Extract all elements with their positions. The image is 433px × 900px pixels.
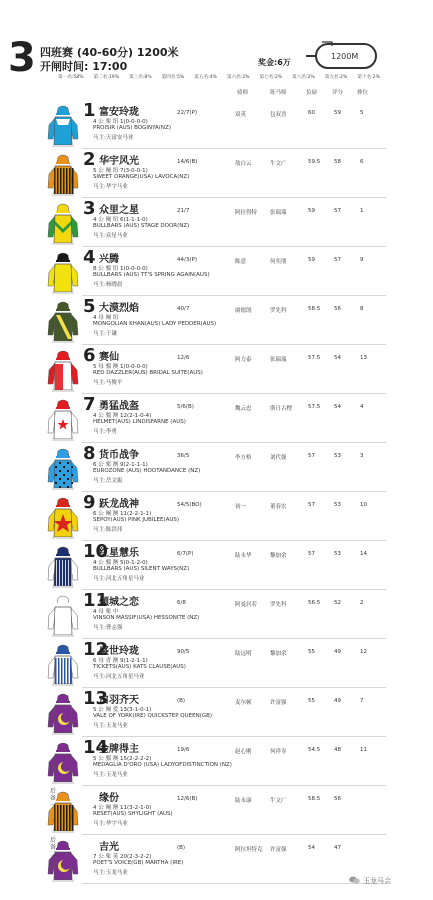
jockey-name: 双英 — [235, 112, 247, 118]
barrier-draw: 9 — [360, 257, 364, 263]
horse-name: 大漠烈焰 — [99, 303, 139, 314]
reserve-tag: 后备二 — [50, 837, 57, 858]
jockey-silks-icon — [46, 350, 80, 392]
carried-weight: 55 — [308, 698, 315, 704]
runner-row — [42, 786, 386, 835]
horse-details: 4 公 骝 澳 5(0-1-2-0) — [93, 560, 148, 566]
trainer-name: 牛文广 — [270, 798, 287, 804]
horse-pedigree: BULLBARS (AUS) SILENT WAYS(NZ) — [93, 566, 190, 572]
horse-pedigree: VINSON MASSIF(USA) HESSONITE (NZ) — [93, 615, 200, 621]
col-header-jockey: 骑师 — [237, 90, 249, 96]
horse-rating: 59 — [334, 110, 341, 116]
jockey-silks-icon — [46, 546, 80, 588]
column-headers — [0, 88, 433, 96]
runner-odds: 5/6(B) — [177, 404, 194, 410]
col-header-rating: 评分 — [332, 90, 344, 96]
runner-row — [42, 149, 386, 198]
col-header-weight: 负磅 — [306, 90, 318, 96]
runner-odds: 44/3(P) — [177, 257, 197, 263]
runner-number: 1 — [83, 100, 96, 121]
jockey-silks-icon — [46, 595, 80, 637]
jockey-silks-icon — [46, 742, 80, 784]
horse-pedigree: BULLBARS (AUS) STAGE DOOR(NZ) — [93, 223, 190, 229]
runner-row — [42, 394, 386, 443]
horse-details: 7 公 栗 英 20(2-3-2-2) — [93, 854, 152, 860]
jockey-silks-icon — [46, 497, 80, 539]
runner-number: 12 — [83, 639, 109, 660]
horse-owner: 马主:陈洪伟 — [93, 527, 123, 533]
runner-odds: (B) — [177, 845, 186, 851]
carried-weight: 60 — [308, 110, 315, 116]
horse-owner: 马主:天富安马业 — [93, 135, 134, 141]
trainer-name: 张瑞瑞 — [270, 357, 287, 363]
runner-row — [42, 688, 386, 737]
jockey-silks-icon — [46, 203, 80, 245]
jockey-silks-icon — [46, 644, 80, 686]
prize-split-item: 第七名:2% — [259, 75, 283, 80]
runner-number: 4 — [83, 247, 96, 268]
runner-number: 3 — [83, 198, 96, 219]
horse-rating: 52 — [334, 600, 341, 606]
barrier-draw: 7 — [360, 698, 364, 704]
barrier-draw: 4 — [360, 404, 364, 410]
race-start-time: 开闸时间: 17:00 — [40, 60, 128, 73]
horse-details: 5 公 骝 澳 15(2-2-2-2) — [93, 756, 152, 762]
horse-name: 金牌得主 — [99, 744, 139, 755]
prize-split-item: 第二名:19% — [93, 75, 120, 80]
barrier-draw: 13 — [360, 355, 367, 361]
barrier-draw: 5 — [360, 110, 364, 116]
horse-owner: 马主:岳文振 — [93, 478, 123, 484]
jockey-name: 阿力泰 — [235, 357, 252, 363]
runner-odds: 40/7 — [177, 306, 190, 312]
horse-details: 5 公 阉 爱 13(3-1-0-1) — [93, 707, 152, 713]
runner-number: 6 — [83, 345, 96, 366]
horse-pedigree: POET'S VOICE(GB) MARTHA (IRE) — [93, 860, 184, 866]
runner-row — [42, 492, 386, 541]
horse-details: 4 公 骝 澳 12(2-1-0-4) — [93, 413, 152, 419]
prize-split-item: 第四名:5% — [161, 75, 185, 80]
carried-weight: 59 — [308, 208, 315, 214]
horse-rating: 53 — [334, 453, 341, 459]
runner-odds: 90/5 — [177, 649, 190, 655]
jockey-name: 陈意 — [235, 259, 247, 265]
horse-details: 4 母 阉 纽 — [93, 315, 119, 321]
trainer-name: 何奕朋 — [270, 259, 287, 265]
horse-pedigree: TICKETS(AUS) KATS CLAUSE(AUS) — [93, 664, 186, 670]
jockey-name: 阿曼居若 — [235, 602, 258, 608]
horse-owner: 马主:众星马业 — [93, 233, 128, 239]
horse-pedigree: HELMET(AUS) LINDISFARNE (AUS) — [93, 419, 186, 425]
trainer-name: 包双喜 — [270, 112, 287, 118]
jockey-silks-icon — [46, 399, 80, 441]
horse-name: 众里之星 — [99, 205, 139, 216]
runner-odds: 12/6(B) — [177, 796, 198, 802]
carried-weight: 54.5 — [308, 747, 321, 753]
jockey-name: 麦尔顿 — [235, 700, 252, 706]
runner-row — [42, 100, 386, 149]
runner-row — [42, 590, 386, 639]
horse-name: 勇猛战盔 — [99, 401, 139, 412]
barrier-draw: 8 — [360, 306, 364, 312]
prize-split-item: 第一名:58% — [58, 75, 84, 80]
jockey-silks-icon — [46, 105, 80, 147]
horse-details: 4 母 栗 中 — [93, 609, 119, 615]
trainer-name: 黎加余 — [270, 553, 287, 559]
runner-number: 7 — [83, 394, 96, 415]
horse-name: 跃龙战神 — [99, 499, 139, 510]
runner-odds: 22/7(P) — [177, 110, 197, 116]
carried-weight: 59.5 — [308, 159, 321, 165]
horse-name: 盛世玲珑 — [99, 646, 139, 657]
horse-name: 倾城之恋 — [99, 597, 139, 608]
horse-name: 吉光 — [99, 842, 119, 853]
horse-owner: 马主:杨晓晨 — [93, 282, 123, 288]
horse-pedigree: PROISIR (AUS) BOGINYA(NZ) — [93, 125, 171, 131]
trainer-name: 牛文广 — [270, 161, 287, 167]
horse-pedigree: RESET(AUS) SHYLIGHT (AUS) — [93, 811, 173, 817]
prize-split-item: 第九名:2% — [324, 75, 348, 80]
horse-details: 4 公 阉 纽 6(1-1-1-0) — [93, 217, 148, 223]
barrier-draw: 12 — [360, 649, 367, 655]
runner-odds: 36/5 — [177, 453, 190, 459]
horse-name: 赛仙 — [99, 352, 119, 363]
horse-owner: 马主:河北五角星马业 — [93, 576, 145, 582]
horse-rating: 58 — [334, 159, 341, 165]
col-header-draw: 排位 — [357, 90, 369, 96]
runner-row — [42, 541, 386, 590]
wechat-icon — [349, 876, 360, 884]
horse-details: 6 母 青 澳 9(1-2-1-1) — [93, 658, 148, 664]
horse-owner: 马主:李勇 — [93, 429, 117, 435]
jockey-name: 赵心刚 — [235, 749, 252, 755]
horse-rating: 57 — [334, 257, 341, 263]
horse-details: 6 公 栗 澳 9(2-1-1-1) — [93, 462, 148, 468]
race-title: 四班赛 (40-60分) 1200米 — [40, 46, 179, 59]
horse-pedigree: MEDAGLIA D'ORO (USA) LADYOFDISTINCTION (NZ) — [93, 762, 232, 768]
jockey-name: 李方格 — [235, 455, 252, 461]
horse-name: 富安玲珑 — [99, 107, 139, 118]
runner-row — [42, 296, 386, 345]
runner-odds: 14/6(B) — [177, 159, 198, 165]
runner-odds: 54/5(BO) — [177, 502, 202, 508]
horse-rating: 57 — [334, 208, 341, 214]
horse-pedigree: RED DAZZLER(AUS) BRIDAL SUITE(AUS) — [93, 370, 203, 376]
horse-pedigree: EUROZONE (AUS) HOOTANDANCE (NZ) — [93, 468, 201, 474]
trainer-name: 许富强 — [270, 700, 287, 706]
horse-details: 5 母 骝 澳 1(0-0-0-0) — [93, 364, 148, 370]
track-distance-label: 1200M — [331, 52, 359, 61]
runner-odds: 6/8 — [177, 600, 186, 606]
carried-weight: 59 — [308, 257, 315, 263]
horse-pedigree: VALE OF YORK(IRE) QUICKSTEP QUEEN(GB) — [93, 713, 213, 719]
trainer-name: 董春宏 — [270, 504, 287, 510]
barrier-draw: 3 — [360, 453, 364, 459]
col-header-trainer: 练马师 — [270, 90, 287, 96]
prize-split-item: 第十名:2% — [357, 75, 380, 80]
runner-row — [42, 247, 386, 296]
jockey-silks-icon — [46, 448, 80, 490]
carried-weight: 54 — [308, 845, 315, 851]
horse-details: 8 公 骝 纽 1(0-0-0-0) — [93, 266, 148, 272]
carried-weight: 57.5 — [308, 355, 321, 361]
runner-number: 5 — [83, 296, 96, 317]
horse-rating: 56 — [334, 796, 341, 802]
runner-number: 14 — [83, 737, 109, 758]
runner-row — [42, 198, 386, 247]
horse-rating: 47 — [334, 845, 341, 851]
horse-name: 华宇风光 — [99, 156, 139, 167]
prize-split-item: 第六名:2% — [226, 75, 250, 80]
horse-owner: 马主:华宇马业 — [93, 821, 128, 827]
horse-name: 红星慧乐 — [99, 548, 139, 559]
runner-row — [42, 443, 386, 492]
horse-pedigree: MONGOLIAN KHAN(AUS) LADY PEDDER(AUS) — [93, 321, 217, 327]
barrier-draw: 14 — [360, 551, 367, 557]
runner-odds: 21/7 — [177, 208, 190, 214]
jockey-silks-icon — [46, 693, 80, 735]
prize-split-item: 第八名:2% — [292, 75, 315, 80]
barrier-draw: 1 — [360, 208, 364, 214]
barrier-draw: 2 — [360, 600, 364, 606]
prize-split-item: 第五名:4% — [194, 75, 217, 80]
horse-rating: 54 — [334, 404, 341, 410]
horse-owner: 马主:曹志强 — [93, 625, 123, 631]
watermark — [349, 876, 391, 886]
horse-pedigree: SEPOY(AUS) PINK JUBILEE(AUS) — [93, 517, 180, 523]
horse-owner: 马主:玉龙马业 — [93, 723, 128, 729]
trainer-name: 何祥寿 — [270, 749, 287, 755]
race-prize: 奖金:6万 — [258, 58, 291, 67]
carried-weight: 55 — [308, 649, 315, 655]
trainer-name: 斯日古楞 — [270, 406, 293, 412]
horse-rating: 53 — [334, 551, 341, 557]
runner-row — [42, 345, 386, 394]
jockey-name: 陆永华 — [235, 553, 252, 559]
runner-number: 2 — [83, 149, 96, 170]
runner-number: 10 — [83, 541, 109, 562]
horse-details: 4 公 栗 纽 1(0-0-0-0) — [93, 119, 148, 125]
runner-row — [42, 639, 386, 688]
horse-rating: 49 — [334, 649, 341, 655]
runner-odds: 12/6 — [177, 355, 190, 361]
race-number: 3 — [8, 35, 36, 81]
jockey-name: 阿拉坦特克 — [235, 847, 263, 853]
jockey-name: 陆远明 — [235, 651, 252, 657]
barrier-draw: 11 — [360, 747, 367, 753]
horse-name: 兴腾 — [99, 254, 119, 265]
race-header — [0, 0, 433, 96]
trainer-name: 张瑞瑞 — [270, 210, 287, 216]
horse-rating: 49 — [334, 698, 341, 704]
jockey-name: 魏云忠 — [235, 406, 252, 412]
runner-row — [42, 835, 386, 884]
carried-weight: 57 — [308, 502, 315, 508]
horse-details: 4 公 阉 澳 11(3-2-1-0) — [93, 805, 152, 811]
trainer-name: 许富强 — [270, 847, 287, 853]
prize-split-item: 第三名:8% — [129, 75, 152, 80]
carried-weight: 58.5 — [308, 796, 321, 802]
carried-weight: 57.5 — [308, 404, 321, 410]
watermark-text: 玉龙马会 — [363, 877, 391, 885]
horse-owner: 马主:华宇马业 — [93, 184, 128, 190]
runner-row — [42, 737, 386, 786]
horse-details: 5 公 阉 纽 7(3-0-0-1) — [93, 168, 148, 174]
horse-rating: 54 — [334, 355, 341, 361]
horse-owner: 马主:马俊平 — [93, 380, 123, 386]
prize-split-row — [58, 74, 380, 80]
jockey-name: 陆永康 — [235, 798, 252, 804]
trainer-name: 罗先科 — [270, 308, 287, 314]
trainer-name: 罗先科 — [270, 602, 287, 608]
carried-weight: 56.5 — [308, 600, 321, 606]
horse-rating: 53 — [334, 502, 341, 508]
barrier-draw: 6 — [360, 159, 364, 165]
horse-rating: 56 — [334, 306, 341, 312]
jockey-name: 阿拉得特 — [235, 210, 258, 216]
carried-weight: 58.5 — [308, 306, 321, 312]
trainer-name: 刘代强 — [270, 455, 287, 461]
jockey-silks-icon — [46, 252, 80, 294]
row-divider — [82, 883, 386, 884]
trainer-name: 黎加余 — [270, 651, 287, 657]
horse-owner: 马主:玉龙马业 — [93, 772, 128, 778]
jockey-name: 赓德凯 — [235, 308, 252, 314]
jockey-name: 初一 — [235, 504, 247, 510]
runner-number: 9 — [83, 492, 96, 513]
horse-name: 货币战争 — [99, 450, 139, 461]
carried-weight: 57 — [308, 453, 315, 459]
jockey-silks-icon — [46, 154, 80, 196]
horse-name: 白羽齐天 — [99, 695, 139, 706]
runner-odds: 6/7(P) — [177, 551, 194, 557]
jockey-name: 敖白云 — [235, 161, 252, 167]
runner-odds: (B) — [177, 698, 186, 704]
horse-owner: 马主:于谦 — [93, 331, 117, 337]
reserve-tag: 后备一 — [50, 788, 57, 809]
barrier-draw: 10 — [360, 502, 367, 508]
runner-number: 13 — [83, 688, 109, 709]
runner-number: 8 — [83, 443, 96, 464]
horse-owner: 马主:玉龙马业 — [93, 870, 128, 876]
horse-details: 6 公 阉 澳 11(2-2-1-1) — [93, 511, 152, 517]
horse-pedigree: BULLBARS (AUS) TT'S SPRING AGAIN(AUS) — [93, 272, 210, 278]
runner-odds: 19/6 — [177, 747, 190, 753]
jockey-silks-icon — [46, 301, 80, 343]
horse-rating: 48 — [334, 747, 341, 753]
carried-weight: 57 — [308, 551, 315, 557]
horse-owner: 马主:河北五角星马业 — [93, 674, 145, 680]
horse-pedigree: SWEET ORANGE(USA) LAVOCA(NZ) — [93, 174, 190, 180]
horse-name: 缘份 — [99, 793, 119, 804]
runner-number: 11 — [83, 590, 109, 611]
